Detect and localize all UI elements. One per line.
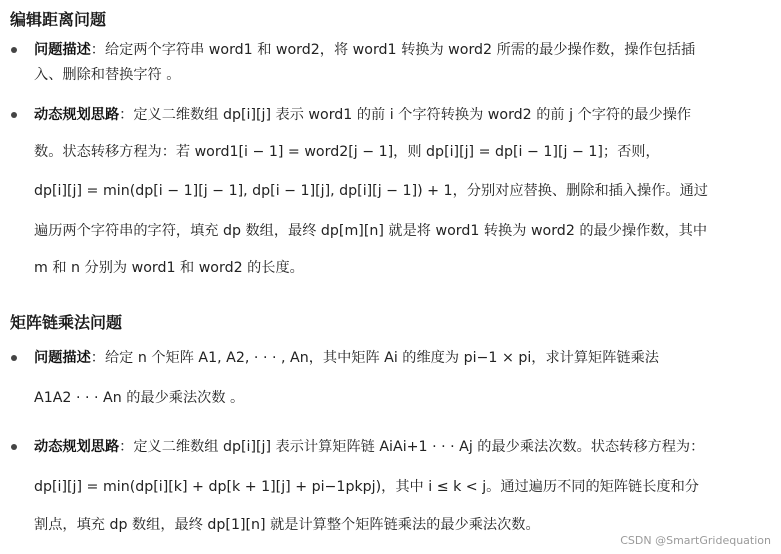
item-text: 给定两个字符串 word1 和 word2，将 word1 转换为 word2 所需的最少操作数，操作包括插: [104, 42, 696, 58]
item-text: 给定 n 个矩阵 A1, A2, · · · , An，其中矩阵 Ai 的维度为 pi−1 × pi，求计算矩阵链乘法: [104, 350, 659, 366]
bullet-icon: [11, 444, 17, 450]
list-item-line: 问题描述：给定两个字符串 word1 和 word2，将 word1 转换为 word2 所需的最少操作数，操作包括插: [34, 42, 696, 58]
list-item-line: 遍历两个字符串的字符，填充 dp 数组，最终 dp[m][n] 就是将 word1 转换为 word2 的最少操作数，其中: [34, 223, 708, 239]
bullet-icon: [11, 112, 17, 118]
list-item-line: A1A2 · · · An 的最少乘法次数 。: [34, 390, 245, 406]
section-title-matrix-chain: 矩阵链乘法问题: [10, 313, 123, 332]
item-label: 动态规划思路: [34, 439, 120, 455]
list-item-line: 割点，填充 dp 数组，最终 dp[1][n] 就是计算整个矩阵链乘法的最少乘法次数。: [34, 517, 540, 533]
item-label: 问题描述: [34, 42, 91, 58]
bullet-icon: [11, 355, 17, 361]
watermark: CSDN @SmartGridequation: [620, 534, 771, 547]
list-item-line: dp[i][j] = min(dp[i − 1][j − 1], dp[i − 1][j], dp[i][j − 1]) + 1，分别对应替换、删除和插入操作。通过: [34, 183, 708, 199]
list-item-line: 数。状态转移方程为：若 word1[i − 1] = word2[j − 1]，则 dp[i][j] = dp[i − 1][j − 1]；否则，: [34, 144, 660, 160]
list-item-line: m 和 n 分别为 word1 和 word2 的长度。: [34, 260, 304, 276]
item-label: 问题描述: [34, 350, 91, 366]
item-label: 动态规划思路: [34, 107, 120, 123]
list-item-line: 动态规划思路：定义二维数组 dp[i][j] 表示计算矩阵链 AiAi+1 · · · Aj 的最少乘法次数。状态转移方程为：: [34, 439, 705, 455]
list-item-line: 动态规划思路：定义二维数组 dp[i][j] 表示 word1 的前 i 个字符转换为 word2 的前 j 个字符的最少操作: [34, 107, 692, 123]
bullet-icon: [11, 47, 17, 53]
section-title-edit-distance: 编辑距离问题: [10, 10, 107, 29]
list-item-line: 问题描述：给定 n 个矩阵 A1, A2, · · · , An，其中矩阵 Ai 的维度为 pi−1 × pi，求计算矩阵链乘法: [34, 350, 659, 366]
item-text: 定义二维数组 dp[i][j] 表示 word1 的前 i 个字符转换为 word2 的前 j 个字符的最少操作: [133, 107, 692, 123]
list-item-line: 入、删除和替换字符 。: [34, 67, 181, 83]
list-item-line: dp[i][j] = min(dp[i][k] + dp[k + 1][j] + pi−1pkpj)，其中 i ≤ k < j。通过遍历不同的矩阵链长度和分: [34, 479, 699, 495]
item-text: 定义二维数组 dp[i][j] 表示计算矩阵链 AiAi+1 · · · Aj 的最少乘法次数。状态转移方程为：: [133, 439, 705, 455]
